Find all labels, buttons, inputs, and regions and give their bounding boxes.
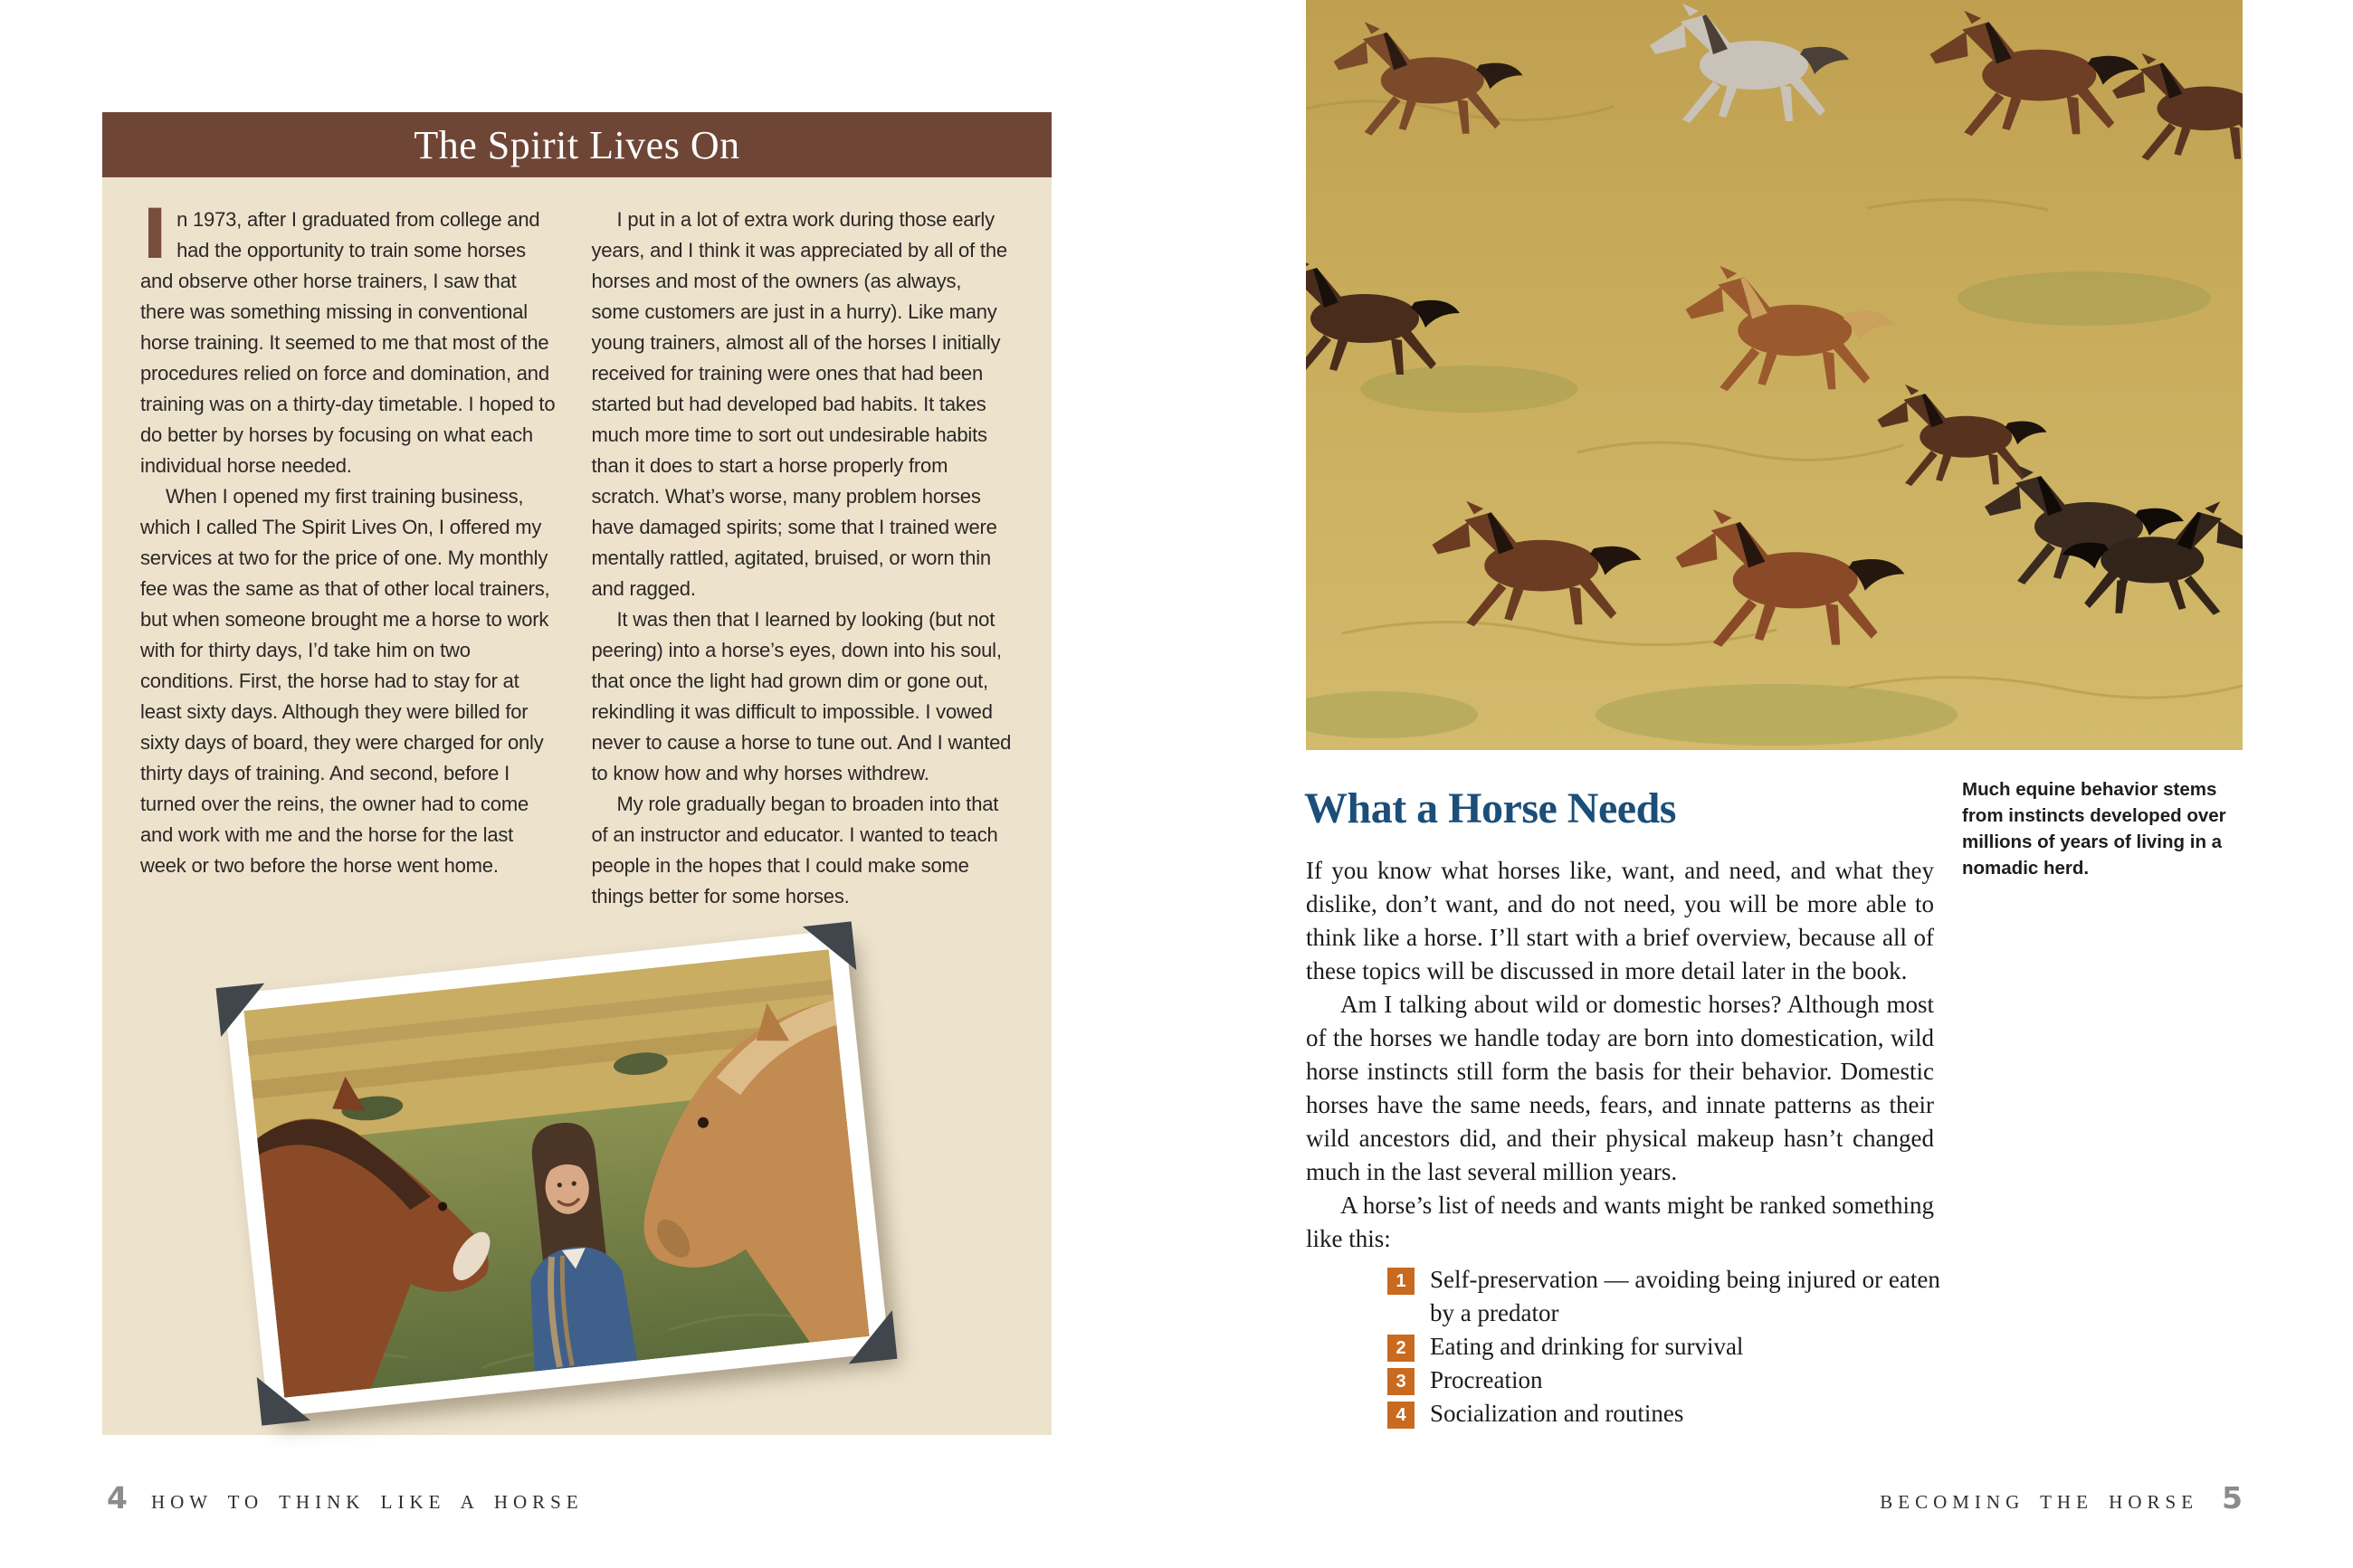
list-item-text: Procreation: [1430, 1366, 1543, 1393]
list-item-text: Self-preservation — avoiding being injured or eaten by a predator: [1430, 1266, 1940, 1326]
running-horses-photo: [1306, 0, 2243, 750]
sidebar-paragraph: I put in a lot of extra work during those early years, and I think it was appreciated by all of the horses and most of the owners (as always, some customers are just in a hurry). Like many young trainers, almost all of the horses I initially received for training were ones that had been started but had developed bad habits. It takes much more time to sort out undesirable habits than it does to start a horse properly from scratch. What’s worse, many problem horses have damaged spirits; some that I trained were mentally rattled, agitated, bruised, or worn thin and ragged.: [591, 208, 1007, 600]
photo-corner-icon: [257, 1372, 310, 1425]
running-horses-illustration: [1306, 0, 2243, 750]
snapshot-image: [243, 949, 869, 1398]
left-page-footer: [107, 1480, 584, 1516]
trainer-snapshot-photo: [224, 929, 889, 1418]
list-item: [1387, 1263, 1948, 1330]
body-paragraph: If you know what horses like, want, and need, and what they dislike, don’t want, and do not need, you will be more able to think like a horse. I’ll start with a brief overview, because all of these topics will be discussed in more detail later in the book.: [1306, 857, 1934, 984]
photo-corner-icon: [216, 984, 270, 1037]
sidebar-paragraph: It was then that I learned by looking (but not peering) into a horse’s eyes, down into his soul, that once the light had grown dim or gone out, rekindling it was difficult to impossible. I vowed never to cause a horse to tune out. And I wanted to know how and why horses withdrew.: [591, 608, 1012, 784]
page-number: 4: [107, 1480, 128, 1516]
running-title: HOW TO THINK LIKE A HORSE: [150, 1491, 584, 1513]
body-paragraph: A horse’s list of needs and wants might be ranked something like this:: [1306, 1192, 1934, 1252]
photo-caption: Much equine behavior stems from instincts developed over millions of years of living in a nomadic herd.: [1962, 779, 2226, 879]
horse-needs-list: [1387, 1263, 1948, 1430]
photo-corner-icon: [843, 1310, 897, 1364]
list-item-text: Socialization and routines: [1430, 1400, 1684, 1427]
section-body: [1306, 854, 1934, 1256]
woman-with-two-horses-illustration: [243, 949, 869, 1398]
sidebar-paragraph: When I opened my first training business, which I called The Spirit Lives On, I offered my services at two for the price of one. My monthly fee was the same as that of other local trainers, but when someone brought me a horse to work with for thirty days, I’d take him on two conditions. First, the horse had to stay for at least sixty days. Although they were billed for sixty days of board, they were charged for only thirty days of training. And second, before I turned over the reins, the owner had to come and work with me and the horse for the last week or two before the horse went home.: [140, 485, 550, 877]
drop-cap: I: [142, 194, 168, 274]
sidebar-title: The Spirit Lives On: [414, 122, 740, 167]
list-number-badge: 3: [1387, 1368, 1415, 1395]
section-heading: What a Horse Needs: [1304, 784, 1676, 832]
list-item: [1387, 1397, 1948, 1430]
sidebar-column-2: [592, 204, 1013, 912]
list-number-badge: 1: [1387, 1268, 1415, 1295]
list-item: [1387, 1330, 1948, 1364]
sidebar-paragraph-text: n 1973, after I graduated from college and had the opportunity to train some horses and observe other horse trainers, I saw that there was something missing in conventional horse training. It seemed to me that most of the procedures relied on force and domination, and training was on a thirty-day timetable. I hoped to do better by horses by focusing on what each individual horse needed.: [140, 208, 556, 477]
right-page-footer: [1880, 1480, 2243, 1516]
sidebar-paragraph: My role gradually began to broaden into that of an instructor and educator. I wanted to teach people in the hopes that I could make some things better for some horses.: [591, 793, 999, 908]
list-item: [1387, 1364, 1948, 1397]
photo-corner-icon: [803, 921, 856, 974]
running-title: BECOMING THE HORSE: [1880, 1491, 2199, 1513]
list-number-badge: 4: [1387, 1402, 1415, 1429]
list-number-badge: 2: [1387, 1335, 1415, 1362]
sidebar-paragraph: [140, 194, 561, 481]
body-paragraph: Am I talking about wild or domestic horses? Although most of the horses we handle today are born into domestication, wild horse instincts still form the basis for their behavior. Domestic horses have the same needs, fears, and innate patterns as their wild ancestors did, and their physical makeup hasn’t changed much in the last several million years.: [1306, 991, 1934, 1185]
page-number: 5: [2222, 1480, 2243, 1516]
sidebar-header-bar: [102, 112, 1052, 177]
list-item-text: Eating and drinking for survival: [1430, 1333, 1744, 1360]
sidebar-column-1: [140, 194, 561, 912]
sidebar-text-columns: [102, 177, 1052, 912]
